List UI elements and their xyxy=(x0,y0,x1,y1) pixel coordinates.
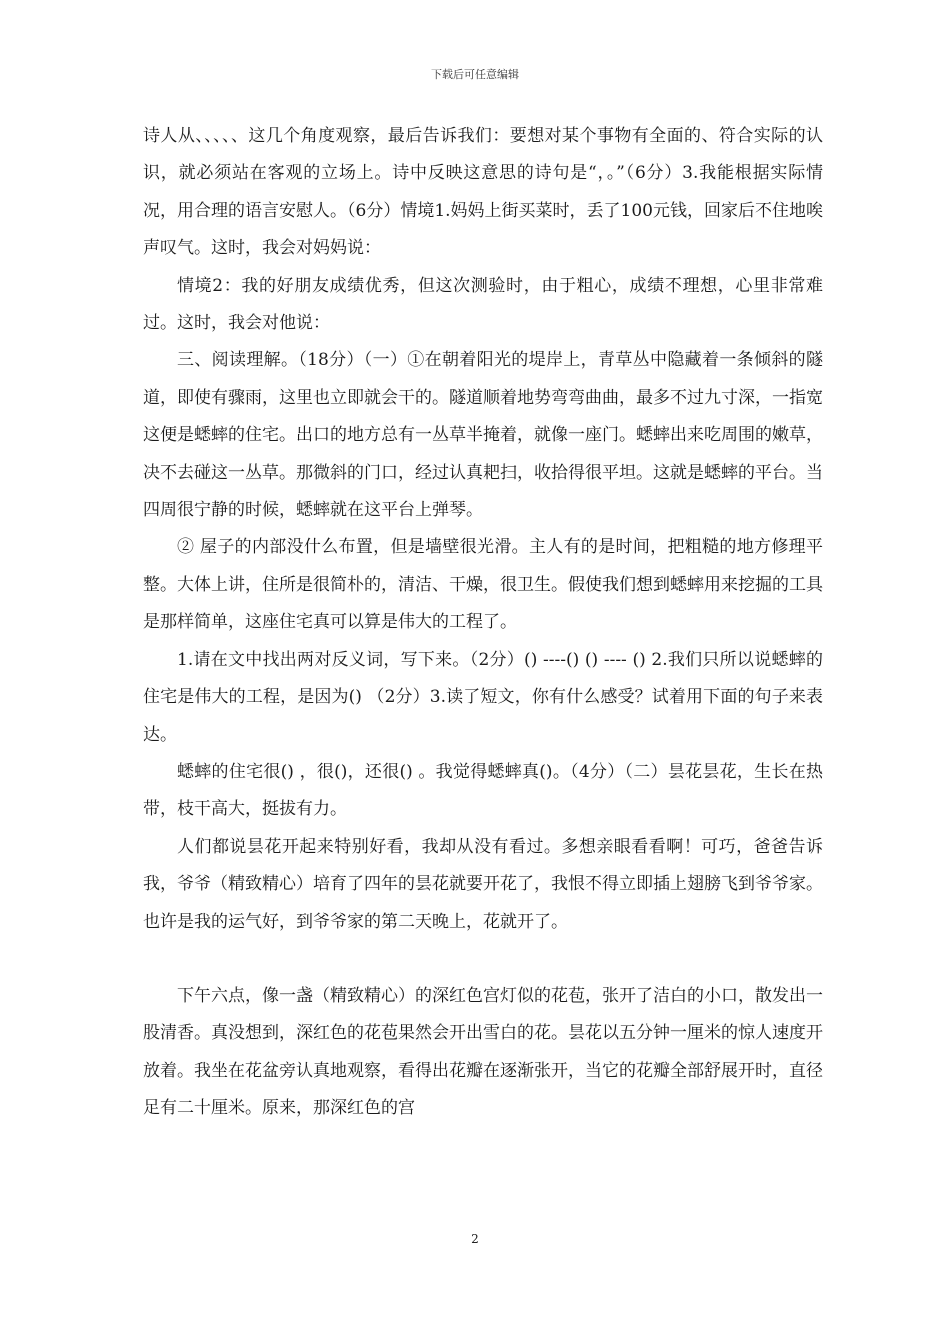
paragraph-1: 诗人从、、、、、这几个角度观察，最后告诉我们：要想对某个事物有全面的、符合实际的认识，就必须站在客观的立场上。诗中反映这意思的诗句是“，。”（6分）3.我能根据实际情况，用合理的语言安慰人。（6分）情境1.妈妈上街买菜时，丢了100元钱，回家后不住地唉声叹气。这时，我会对妈妈说： xyxy=(143,126,823,259)
paragraph-7: 人们都说昙花开起来特别好看，我却从没有看过。多想亲眼看看啊！可巧，爸爸告诉我，爷爷（精致精心）培育了四年的昙花就要开花了，我恨不得立即插上翅膀飞到爷爷家。也许是我的运气好，到爷爷家的第二天晚上，花就开了。 xyxy=(143,836,823,932)
page-header: 下载后可任意编辑 xyxy=(431,68,519,81)
paragraph-4: ② 屋子的内部没什么布置，但是墙壁很光滑。主人有的是时间，把粗糙的地方修理平整。大体上讲，住所是很简朴的，清洁、干燥，很卫生。假使我们想到蟋蟀用来挖掘的工具是那样简单，这座住宅真可以算是伟大的工程了。 xyxy=(143,537,823,633)
paragraph-3: 三、阅读理解。（18分）（一）①在朝着阳光的堤岸上，青草丛中隐藏着一条倾斜的隧道，即使有骤雨，这里也立即就会干的。隧道顺着地势弯弯曲曲，最多不过九寸深，一指宽这便是蟋蟀的住宅。出口的地方总有一丛草半掩着，就像一座门。蟋蟀出来吃周围的嫩草，决不去碰这一丛草。那微斜的门口，经过认真耙扫，收拾得很平坦。这就是蟋蟀的平台。当四周很宁静的时候，蟋蟀就在这平台上弹琴。 xyxy=(143,350,823,521)
paragraph-8: 下午六点，像一盏（精致精心）的深红色宫灯似的花苞，张开了洁白的小口，散发出一股清香。真没想到，深红色的花苞果然会开出雪白的花。昙花以五分钟一厘米的惊人速度开放着。我坐在花盆旁认真地观察，看得出花瓣在逐渐张开，当它的花瓣全部舒展开时，直径足有二十厘米。原来，那深红色的宫 xyxy=(143,985,823,1119)
paragraph-2: 情境2：我的好朋友成绩优秀，但这次测验时，由于粗心，成绩不理想，心里非常难过。这时，我会对他说： xyxy=(143,275,823,334)
paragraph-6: 蟋蟀的住宅很() ，很()，还很() 。我觉得蟋蟀真()。（4分）（二）昙花昙花，生长在热带，枝干高大，挺拔有力。 xyxy=(143,761,823,820)
page-number: 2 xyxy=(471,1232,479,1246)
document-body xyxy=(143,118,823,1128)
paragraph-5: 1.请在文中找出两对反义词，写下来。（2分）() ----() () ---- () 2.我们只所以说蟋蟀的住宅是伟大的工程，是因为() （2分）3.读了短文，你有什么感受？试着用下面的句子来表达。 xyxy=(143,649,823,745)
